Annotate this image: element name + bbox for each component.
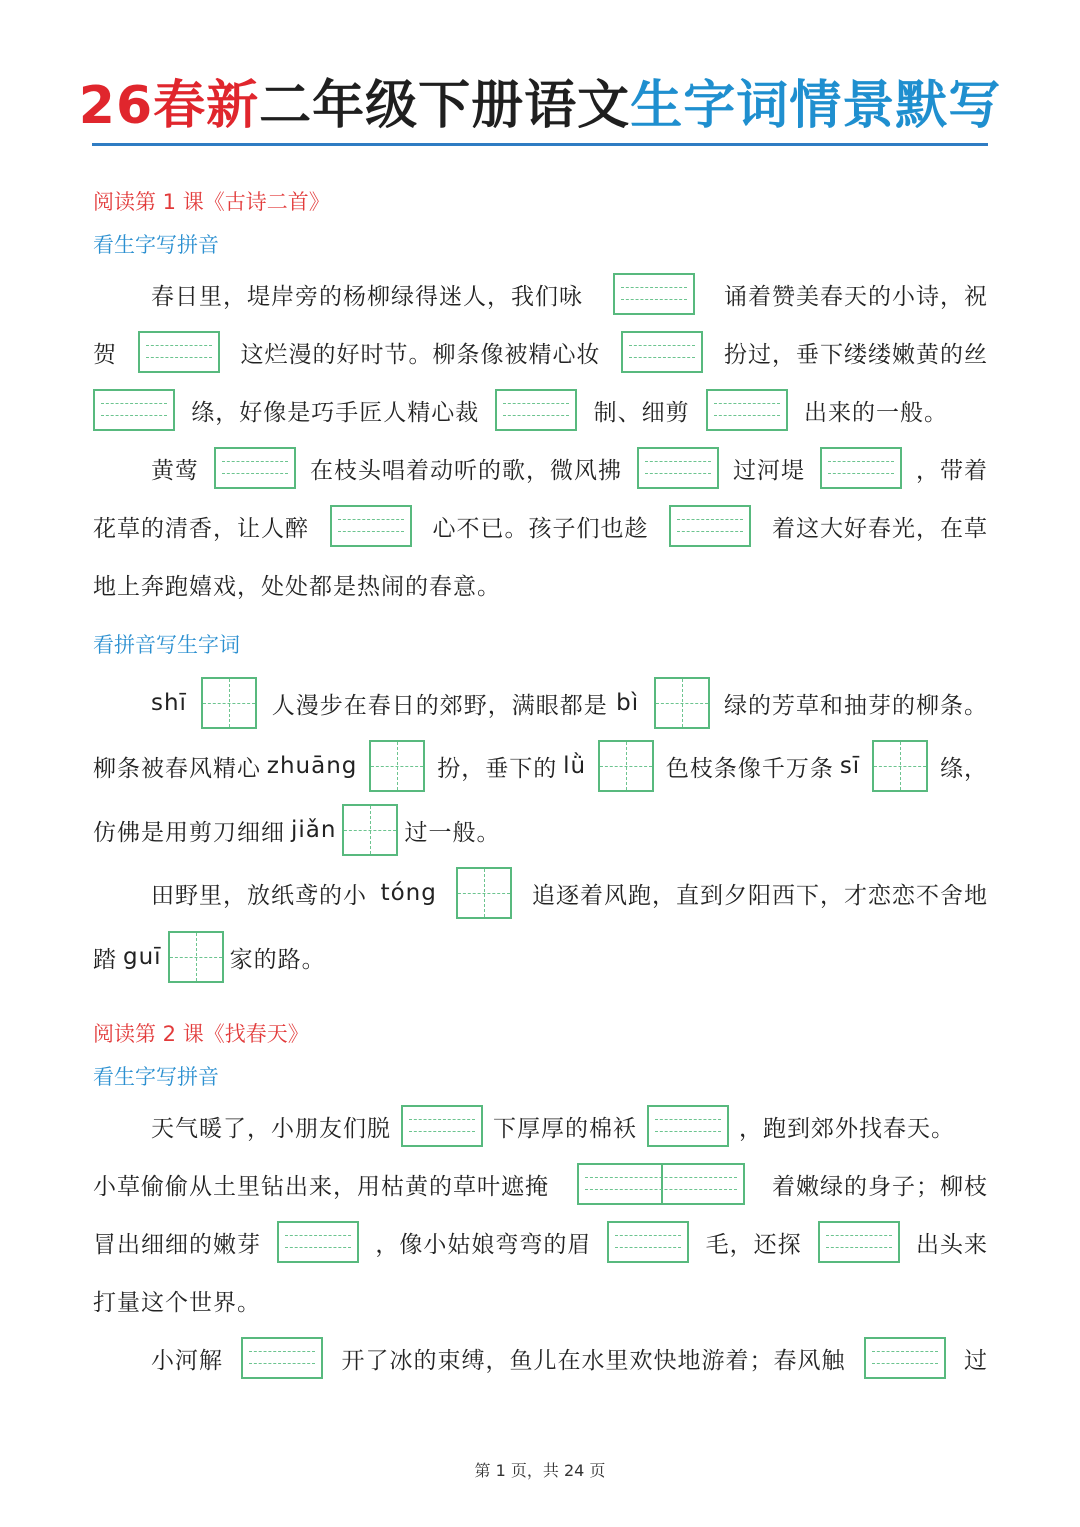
- passage-text: 仿佛是用剪刀细细: [93, 819, 285, 846]
- passage-text: 毛，还探: [705, 1231, 802, 1258]
- character-grid-box[interactable]: [342, 804, 398, 856]
- character-grid-box[interactable]: [456, 867, 512, 919]
- passage-text: 下厚厚的棉袄: [493, 1115, 637, 1142]
- passage-text: 在枝头唱着动听的歌，微风拂: [310, 457, 622, 484]
- passage-text: 出来的一般。: [803, 399, 948, 426]
- passage-line: [93, 1098, 988, 1154]
- passage-line: [93, 927, 988, 987]
- passage-text: 色枝条像千万条: [665, 755, 834, 782]
- character-grid-box[interactable]: [654, 677, 710, 729]
- passage-line: [93, 498, 988, 554]
- passage-text: 小河解: [151, 1347, 223, 1374]
- pinyin-answer-box[interactable]: [706, 389, 788, 431]
- passage-line: [93, 440, 988, 496]
- passage-text: 诵着赞美春天的小诗，祝: [724, 283, 988, 310]
- pinyin-answer-box-double[interactable]: [577, 1163, 745, 1205]
- passage-line: [93, 1272, 988, 1328]
- passage-text: 这烂漫的好时节。柳条像被精心妆: [240, 341, 601, 368]
- character-grid-box[interactable]: [598, 740, 654, 792]
- passage-text: 踏: [93, 946, 117, 973]
- pinyin-prompt: guī: [123, 944, 162, 970]
- pinyin-prompt: lǜ: [563, 753, 587, 779]
- passage-text: 过一般。: [404, 819, 501, 846]
- passage-text: 绦，好像是巧手匠人精心裁: [191, 399, 480, 426]
- pinyin-answer-box[interactable]: [214, 447, 296, 489]
- passage-line: [93, 382, 948, 438]
- pinyin-answer-box[interactable]: [277, 1221, 359, 1263]
- passage-line: [93, 1156, 988, 1212]
- pinyin-answer-box[interactable]: [495, 389, 577, 431]
- passage-text: 花草的清香，让人醉: [93, 515, 309, 542]
- passage-text: 人漫步在春日的郊野，满眼都是: [271, 692, 608, 719]
- pinyin-answer-box[interactable]: [607, 1221, 689, 1263]
- lesson1-subheading-characters: 看拼音写生字词: [93, 633, 240, 657]
- title-underline: [92, 143, 988, 146]
- pinyin-answer-box[interactable]: [93, 389, 175, 431]
- character-grid-box[interactable]: [872, 740, 928, 792]
- passage-line: [93, 1214, 988, 1270]
- passage-text: 出头来: [915, 1231, 988, 1258]
- passage-line: [93, 266, 988, 322]
- passage-text: 绿的芳草和抽芽的柳条。: [723, 692, 988, 719]
- lesson1-subheading-pinyin: 看生字写拼音: [93, 233, 219, 257]
- passage-text: 黄莺: [151, 457, 199, 484]
- passage-text: 过河堤: [733, 457, 805, 484]
- pinyin-prompt: bì: [616, 690, 640, 716]
- passage-text: 冒出细细的嫩芽: [93, 1231, 261, 1258]
- passage-text: 小草偷偷从土里钻出来，用枯黄的草叶遮掩: [93, 1173, 549, 1200]
- passage-text: 天气暖了，小朋友们脱: [151, 1115, 391, 1142]
- passage-line: [93, 863, 988, 923]
- pinyin-answer-box[interactable]: [669, 505, 751, 547]
- passage-text: 过: [964, 1347, 988, 1374]
- pinyin-prompt: tóng: [380, 880, 437, 906]
- pinyin-answer-box[interactable]: [864, 1337, 946, 1379]
- pinyin-prompt: sī: [839, 753, 861, 779]
- passage-text: ，带着: [916, 457, 988, 484]
- passage-text: ，像小姑娘弯弯的眉: [375, 1231, 592, 1258]
- passage-line: [93, 736, 988, 796]
- pinyin-answer-box[interactable]: [330, 505, 412, 547]
- passage-text: 家的路。: [229, 946, 326, 973]
- passage-line: [93, 800, 988, 860]
- passage-text: 绦，: [940, 755, 988, 782]
- passage-text: 心不已。孩子们也趁: [432, 515, 649, 542]
- passage-text: 贺: [93, 341, 117, 368]
- passage-text: 扮过，垂下缕缕嫩黄的丝: [724, 341, 988, 368]
- pinyin-answer-box[interactable]: [138, 331, 220, 373]
- character-grid-box[interactable]: [369, 740, 425, 792]
- passage-text: 地上奔跑嬉戏，处处都是热闹的春意。: [93, 573, 501, 600]
- pinyin-answer-box[interactable]: [401, 1105, 483, 1147]
- passage-text: 春日里，堤岸旁的杨柳绿得迷人，我们咏: [151, 283, 583, 310]
- passage-line: [93, 556, 988, 612]
- character-grid-box[interactable]: [201, 677, 257, 729]
- pinyin-prompt: zhuāng: [266, 753, 358, 779]
- lesson2-heading: 阅读第 2 课《找春天》: [93, 1022, 309, 1046]
- lesson1-heading: 阅读第 1 课《古诗二首》: [93, 190, 330, 214]
- passage-text: 着嫩绿的身子；柳枝: [772, 1173, 988, 1200]
- pinyin-answer-box[interactable]: [613, 273, 695, 315]
- page-number: 第 1 页，共 24 页: [474, 1461, 606, 1480]
- lesson2-subheading-pinyin: 看生字写拼音: [93, 1065, 219, 1089]
- passage-line: [93, 673, 988, 733]
- pinyin-answer-box[interactable]: [820, 447, 902, 489]
- title-part-red: 26春新: [78, 76, 260, 136]
- passage-text: 柳条被春风精心: [93, 755, 261, 782]
- pinyin-answer-box[interactable]: [647, 1105, 729, 1147]
- passage-text: 打量这个世界。: [93, 1289, 261, 1316]
- passage-line: [93, 324, 988, 380]
- passage-line: [93, 1330, 988, 1386]
- pinyin-prompt: shī: [151, 690, 187, 716]
- passage-text: 追逐着风跑，直到夕阳西下，才恋恋不舍地: [531, 882, 988, 909]
- passage-text: ，跑到郊外找春天。: [739, 1115, 955, 1142]
- passage-text: 制、细剪: [593, 399, 690, 426]
- title-part-blue: 生字词情景默写: [630, 76, 1002, 136]
- character-grid-box[interactable]: [168, 931, 224, 983]
- passage-text: 田野里，放纸鸢的小: [151, 882, 367, 909]
- pinyin-answer-box[interactable]: [818, 1221, 900, 1263]
- passage-text: 扮，垂下的: [437, 755, 558, 782]
- page-title: [0, 74, 1080, 138]
- pinyin-answer-box[interactable]: [241, 1337, 323, 1379]
- pinyin-prompt: jiǎn: [291, 817, 337, 843]
- pinyin-answer-box[interactable]: [637, 447, 719, 489]
- passage-text: 着这大好春光，在草: [772, 515, 988, 542]
- title-part-black: 二年级下册语文: [259, 76, 631, 136]
- pinyin-answer-box[interactable]: [621, 331, 703, 373]
- passage-text: 开了冰的束缚，鱼儿在水里欢快地游着；春风触: [341, 1347, 846, 1374]
